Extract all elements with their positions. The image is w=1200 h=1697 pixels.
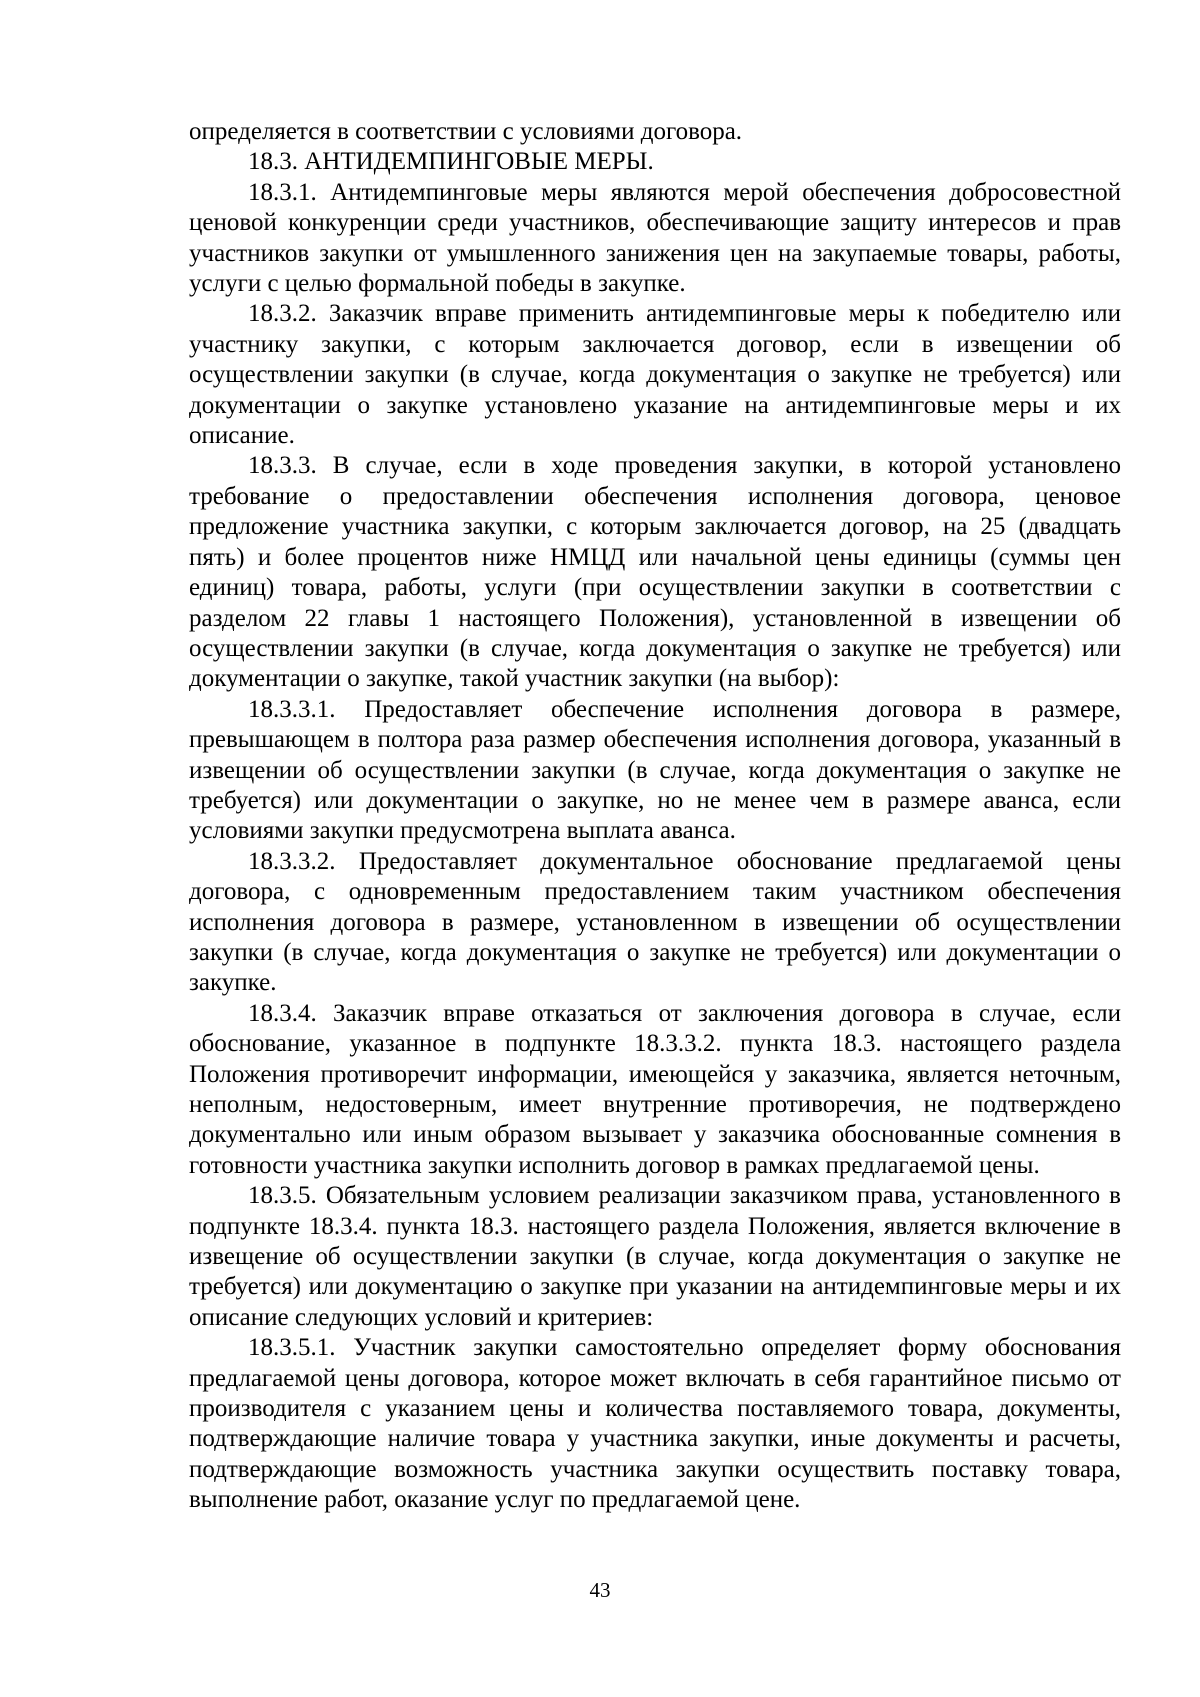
document-body <box>189 117 1121 1516</box>
clause-18-3-2: 18.3.2. Заказчик вправе применить антидемпинговые меры к победителю или участнику закупки, с которым заключается договор, если в извещении об осуществлении закупки (в случае, когда документация о закупке не требуется) или документации о закупке установлено указание на антидемпинговые меры и их описание. <box>189 300 1121 450</box>
clause-18-3-5-1: 18.3.5.1. Участник закупки самостоятельно определяет форму обоснования предлагаемой цены договора, которое может включать в себя гарантийное письмо от производителя с указанием цены и количества поставляемого товара, документы, подтверждающие наличие товара у участника закупки, иные документы и расчеты, подтверждающие возможность участника закупки осуществить поставку товара, выполнение работ, оказание услуг по предлагаемой цене. <box>189 1334 1121 1514</box>
section-heading-18-3: 18.3. АНТИДЕМПИНГОВЫЕ МЕРЫ. <box>248 148 654 176</box>
continuation-paragraph: определяется в соответствии с условиями договора. <box>189 118 743 145</box>
clause-18-3-3: 18.3.3. В случае, если в ходе проведения закупки, в которой установлено требование о предоставлении обеспечения исполнения договора, ценовое предложение участника закупки, с которым заключается договор, на 25 (двадцать пять) и более процентов ниже НМЦД или начальной цены единицы (суммы цен единиц) товара, работы, услуги (при осуществлении закупки в соответствии с разделом 22 главы 1 настоящего Положения), установленной в извещении об осуществлении закупки (в случае, когда документация о закупке не требуется) или документации о закупке, такой участник закупки (на выбор): <box>189 452 1121 693</box>
clause-18-3-4: 18.3.4. Заказчик вправе отказаться от заключения договора в случае, если обоснование, указанное в подпункте 18.3.3.2. пункта 18.3. настоящего раздела Положения противоречит информации, имеющейся у заказчика, является неточным, неполным, недостоверным, имеет внутренние противоречия, не подтверждено документально или иным образом вызывает у заказчика обоснованные сомнения в готовности участника закупки исполнить договор в рамках предлагаемой цены. <box>189 999 1121 1179</box>
page-number: 43 <box>589 1578 611 1602</box>
clause-18-3-1: 18.3.1. Антидемпинговые меры являются мерой обеспечения добросовестной ценовой конкуренции среди участников, обеспечивающие защиту интересов и прав участников закупки от умышленного занижения цен на закупаемые товары, работы, услуги с целью формальной победы в закупке. <box>189 178 1121 298</box>
clause-18-3-3-1: 18.3.3.1. Предоставляет обеспечение исполнения договора в размере, превышающем в полтора раза размер обеспечения исполнения договора, указанный в извещении об осуществлении закупки (в случае, когда документация о закупке не требуется) или документации о закупке, но не менее чем в размере аванса, если условиями закупки предусмотрена выплата аванса. <box>189 695 1121 845</box>
clause-18-3-5: 18.3.5. Обязательным условием реализации заказчиком права, установленного в подпункте 18.3.4. пункта 18.3. настоящего раздела Положения, является включение в извещение об осуществлении закупки (в случае, когда документация о закупке не требуется) или документацию о закупке при указании на антидемпинговые меры и их описание следующих условий и критериев: <box>189 1182 1121 1331</box>
clause-18-3-3-2: 18.3.3.2. Предоставляет документальное обоснование предлагаемой цены договора, с одновременным предоставлением таким участником обеспечения исполнения договора в размере, установленном в извещении об осуществлении закупки (в случае, когда документация о закупке не требуется) или документации о закупке. <box>189 847 1121 997</box>
